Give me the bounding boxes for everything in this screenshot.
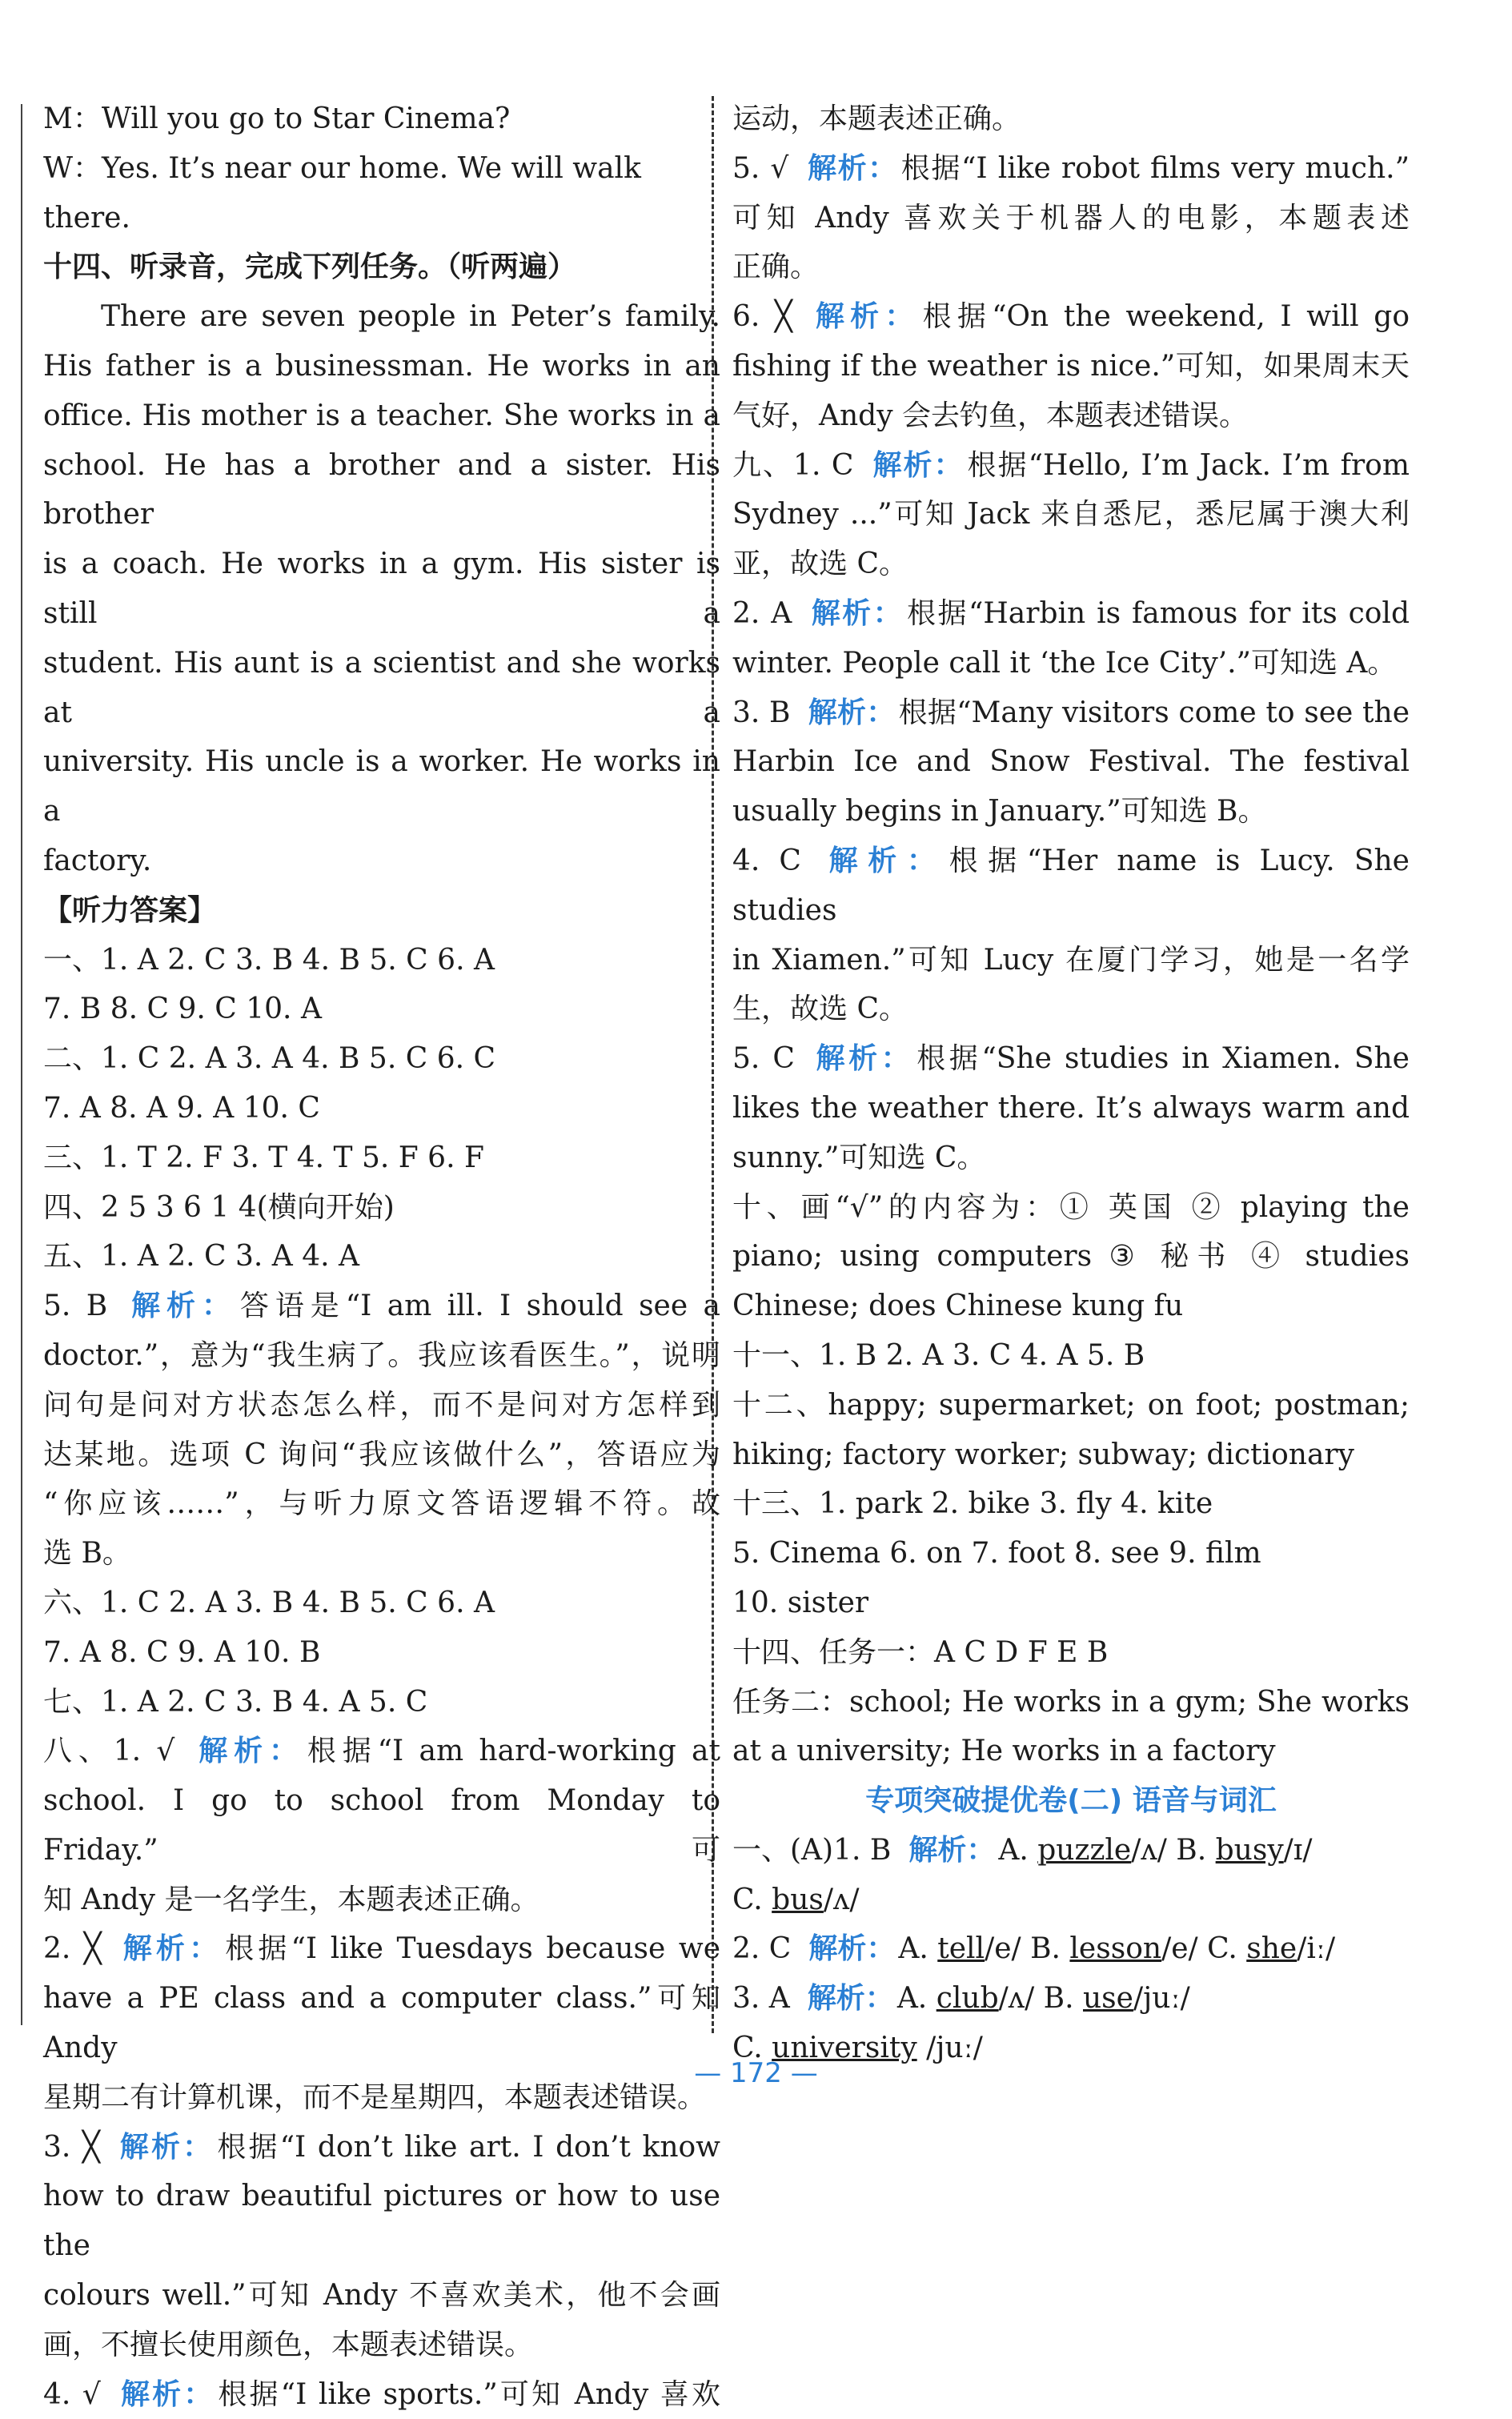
text-line: Sydney ...”可知 Jack 来自悉尼，悉尼属于澳大利	[732, 498, 1410, 532]
text-line: 选 B。	[43, 1537, 131, 1571]
text-line: 问句是问对方状态怎么样，而不是问对方怎样到	[43, 1388, 720, 1422]
text-line: 十、画“√”的内容为：① 英国 ② playing the	[732, 1190, 1410, 1224]
text-line: usually begins in January.”可知选 B。	[732, 795, 1267, 828]
answer-line: 3. B 解析： 根据“Many visitors come to see the	[732, 696, 1410, 729]
text-line: 正确。	[732, 251, 820, 284]
answer-line: 九、1. C 解析： 根据“Hello, I’m Jack. I’m from	[732, 448, 1410, 482]
text-line: “你应该……”，与听力原文答语逻辑不符。故	[43, 1487, 720, 1521]
text-line: 知 Andy 是一名学生，本题表述正确。	[43, 1883, 539, 1916]
jiexi-label: 解析：	[908, 1833, 996, 1867]
section-heading: 【听力答案】	[43, 893, 217, 927]
text-line: fishing if the weather is nice.”可知，如果周末天	[732, 349, 1410, 383]
jiexi-label: 解析：	[871, 448, 965, 482]
text-line: 达某地。选项 C 询问“我应该做什么”，答语应为	[43, 1438, 720, 1471]
answer-line: 7. A 8. A 9. A 10. C	[43, 1091, 320, 1125]
right-column	[732, 94, 1410, 2073]
answer-line: 5. B 解析： 答语是“I am ill. I should see a	[43, 1290, 721, 1323]
answer-line: 10. sister	[732, 1586, 869, 1619]
jiexi-label: 解析：	[808, 1932, 896, 1966]
answer-line: 三、1. T 2. F 3. T 4. T 5. F 6. F	[43, 1141, 484, 1174]
text-line: in Xiamen.”可知 Lucy 在厦门学习，她是一名学	[732, 943, 1410, 977]
text-line: Harbin Ice and Snow Festival. The festival	[732, 745, 1410, 779]
jiexi-label: 解析：	[807, 1982, 894, 2016]
answer-line: 2. A 解析： 根据“Harbin is famous for its cold	[732, 596, 1410, 630]
text-line: M：Will you go to Star Cinema?	[43, 102, 511, 135]
text-line: colours well.”可知 Andy 不喜欢美术，他不会画	[43, 2279, 720, 2313]
text-line: university. His uncle is a worker. He works in a	[43, 745, 720, 828]
text-line: have a PE class and a computer class.”可知 Andy	[43, 1982, 720, 2065]
section-heading: 十四、听录音，完成下列任务。（听两遍）	[43, 251, 577, 284]
answer-line: 7. A 8. C 9. A 10. B	[43, 1635, 321, 1669]
answer-line: at a university; He works in a factory	[732, 1735, 1276, 1768]
jiexi-label: 解析：	[809, 596, 904, 630]
text-line: sunny.”可知选 C。	[732, 1141, 986, 1174]
answer-line: 任务二：school; He works in a gym; She works	[732, 1685, 1410, 1719]
answer-line: 十四、任务一：A C D F E B	[732, 1635, 1109, 1669]
answer-line: 2. C 解析： A. tell/e/ B. lesson/e/ C. she/iː/	[732, 1932, 1336, 1966]
answer-line: 5. Cinema 6. on 7. foot 8. see 9. film	[732, 1537, 1261, 1571]
answer-line: 六、1. C 2. A 3. B 4. B 5. C 6. A	[43, 1586, 495, 1619]
text-line: winter. People call it ‘the Ice City’.”可知选 A。	[732, 646, 1397, 680]
answer-line: 十二、happy; supermarket; on foot; postman;	[732, 1388, 1410, 1422]
answer-line: 3. ╳ 解析： 根据“I don’t like art. I don’t know	[43, 2130, 720, 2164]
answer-line: hiking; factory worker; subway; dictionary	[732, 1438, 1354, 1471]
text-line: likes the weather there. It’s always warm and	[732, 1091, 1410, 1125]
text-line: how to draw beautiful pictures or how to use the	[43, 2180, 720, 2263]
answer-line: 6. ╳ 解析： 根据“On the weekend, I will go	[732, 300, 1410, 334]
answer-line: 一、(A)1. B 解析： A. puzzle/ʌ/ B. busy/ɪ/	[732, 1833, 1313, 1867]
jiexi-label: 解析：	[125, 1290, 237, 1323]
answer-line: 4. C 解析： 根据“Her name is Lucy. She studies	[732, 844, 1410, 927]
jiexi-label: 解析：	[118, 2377, 215, 2411]
jiexi-label: 解析：	[809, 300, 920, 334]
section-title: 专项突破提优卷(二) 语音与词汇	[865, 1784, 1277, 1818]
text-line: 可知 Andy 喜欢关于机器人的电影，本题表述	[732, 201, 1410, 235]
answer-line: 五、1. A 2. C 3. A 4. A	[43, 1240, 360, 1274]
text-line: There are seven people in Peter’s family.	[101, 300, 720, 334]
text-line: C. bus/ʌ/	[732, 1883, 860, 1916]
jiexi-label: 解析：	[812, 1042, 914, 1076]
answer-line: 3. A 解析： A. club/ʌ/ B. use/juː/	[732, 1982, 1190, 2016]
text-line: school. I go to school from Monday to Friday.”可	[43, 1784, 720, 1867]
answer-line: 5. √ 解析： 根据“I like robot films very much.”	[732, 151, 1410, 185]
text-line: 生，故选 C。	[732, 993, 908, 1026]
answer-line: 十三、1. park 2. bike 3. fly 4. kite	[732, 1487, 1213, 1521]
answer-line: 八、1. √ 解析： 根据“I am hard-working at	[43, 1735, 720, 1768]
text-line: 运动，本题表述正确。	[732, 102, 1021, 135]
text-line: 气好，Andy 会去钓鱼，本题表述错误。	[732, 399, 1249, 432]
text-line: 星期二有计算机课，而不是星期四，本题表述错误。	[43, 2080, 707, 2114]
answer-line: 2. ╳ 解析： 根据“I like Tuesdays because we	[43, 1932, 720, 1966]
answer-line: 一、1. A 2. C 3. B 4. B 5. C 6. A	[43, 943, 495, 977]
page-number: — 172 —	[694, 2057, 818, 2089]
answer-line: 5. C 解析： 根据“She studies in Xiamen. She	[732, 1042, 1410, 1076]
binding-line	[21, 104, 22, 2025]
text-line: His father is a businessman. He works in an	[43, 349, 720, 383]
text-line: factory.	[43, 844, 152, 877]
text-line: is a coach. He works in a gym. His sister is still a	[43, 548, 720, 630]
answer-line: 四、2 5 3 6 1 4(横向开始)	[43, 1190, 395, 1224]
text-line: W：Yes. It’s near our home. We will walk there.	[43, 151, 641, 235]
jiexi-label: 解析：	[192, 1735, 304, 1768]
text-line: Chinese; does Chinese kung fu	[732, 1290, 1184, 1323]
answer-line: 4. √ 解析： 根据“I like sports.”可知 Andy 喜欢	[43, 2377, 721, 2411]
text-line: piano; using computers ③ 秘书 ④ studies	[732, 1240, 1410, 1274]
answer-line: 7. B 8. C 9. C 10. A	[43, 993, 322, 1026]
text-line: doctor.”，意为“我生病了。我应该看医生。”，说明	[43, 1338, 720, 1372]
text-line: 亚，故选 C。	[732, 548, 908, 581]
jiexi-label: 解析：	[118, 1932, 223, 1966]
text-line: C. university /juː/	[732, 2032, 983, 2065]
answer-line: 七、1. A 2. C 3. B 4. A 5. C	[43, 1685, 428, 1719]
text-line: student. His aunt is a scientist and she works at a	[43, 646, 720, 729]
text-line: school. He has a brother and a sister. His brother	[43, 448, 720, 532]
jiexi-label: 解析：	[117, 2130, 215, 2164]
jiexi-label: 解析：	[808, 696, 896, 729]
jiexi-label: 解析：	[806, 151, 898, 185]
answer-line: 十一、1. B 2. A 3. C 4. A 5. B	[732, 1338, 1145, 1372]
text-line: office. His mother is a teacher. She works in a	[43, 399, 720, 432]
text-line: 画，不擅长使用颜色，本题表述错误。	[43, 2328, 534, 2361]
answer-line: 二、1. C 2. A 3. A 4. B 5. C 6. C	[43, 1042, 496, 1076]
jiexi-label: 解析：	[818, 844, 946, 877]
